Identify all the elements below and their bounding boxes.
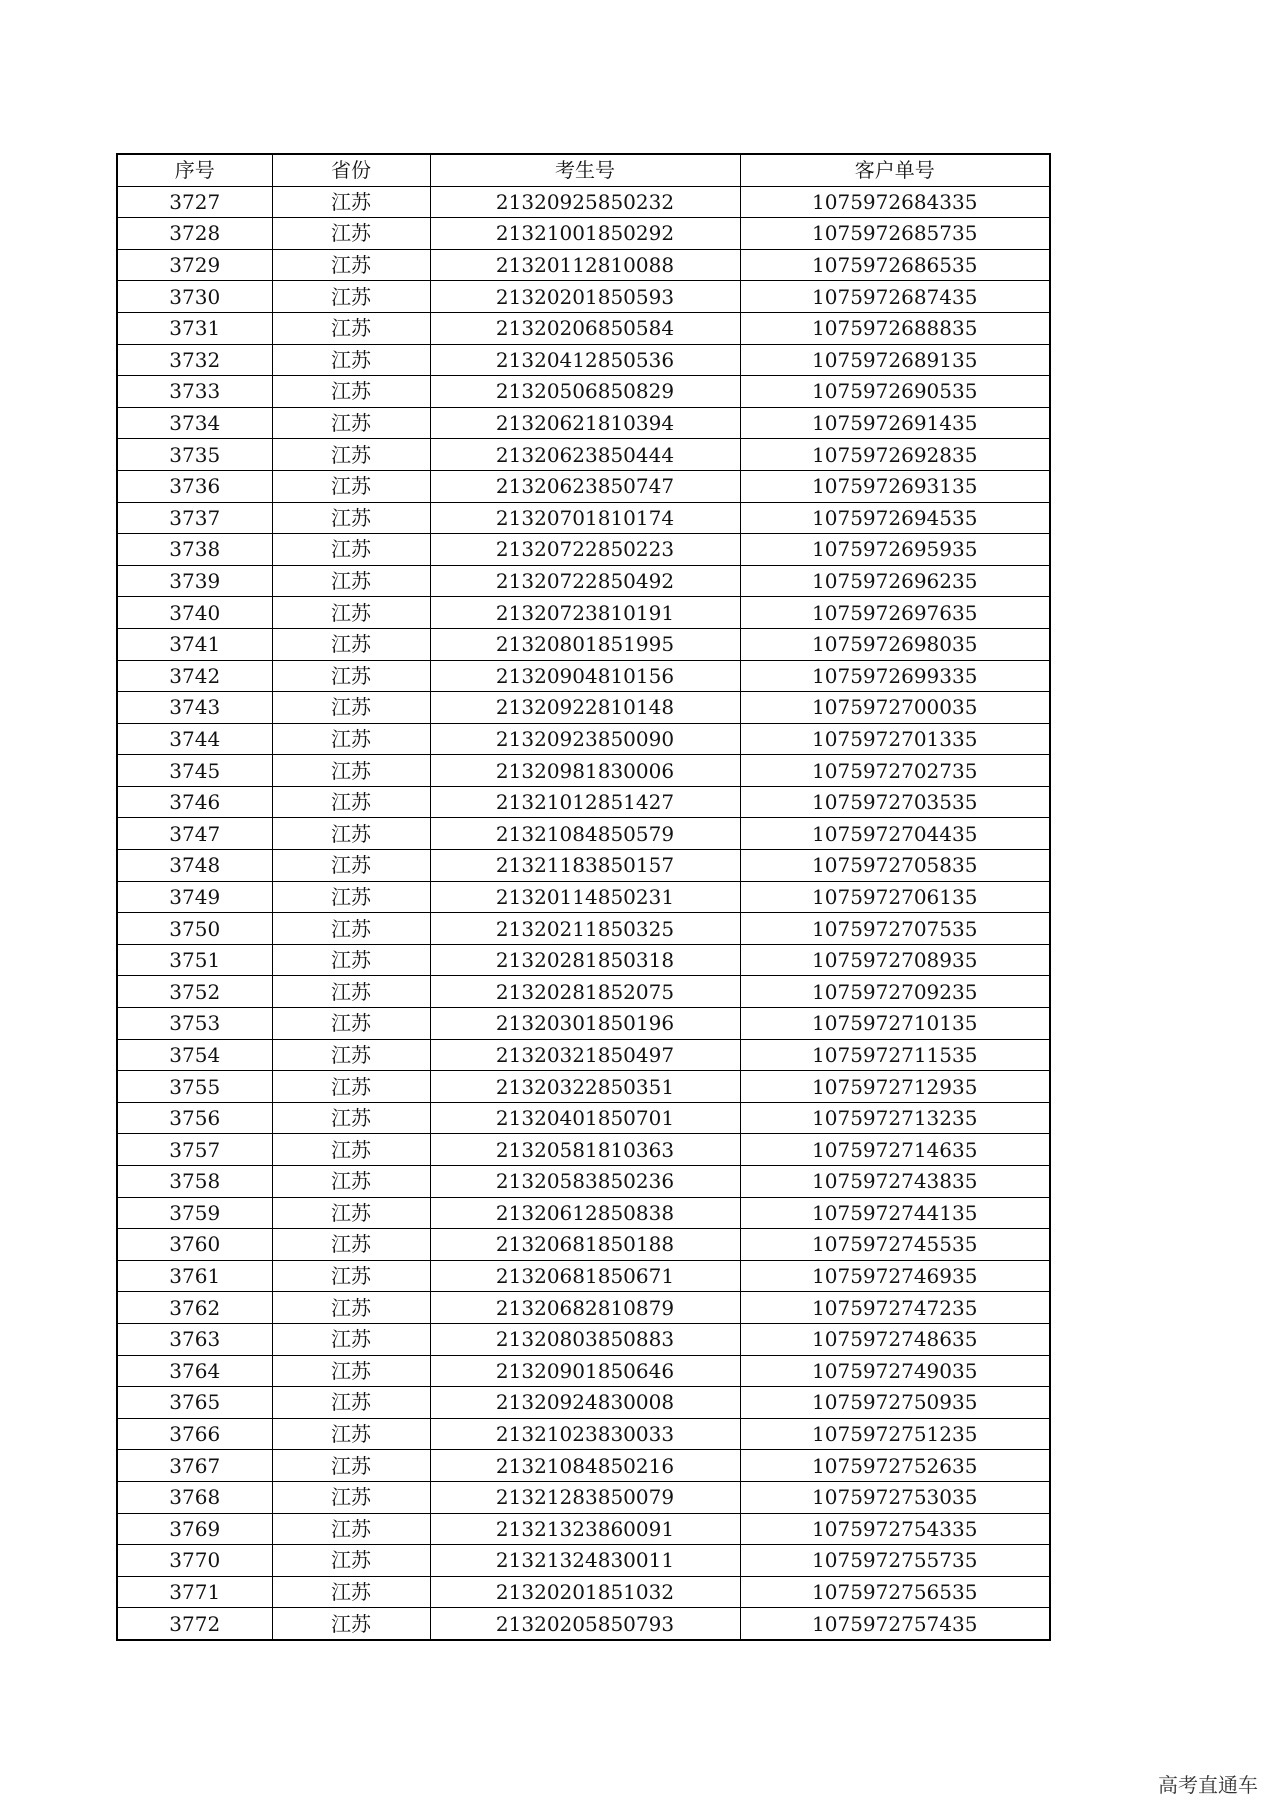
cell-order-number: 1075972709235 [740, 976, 1050, 1008]
cell-exam-number: 21320205850793 [430, 1608, 740, 1640]
cell-order-number: 1075972688835 [740, 312, 1050, 344]
cell-seq: 3772 [117, 1608, 272, 1640]
cell-seq: 3747 [117, 818, 272, 850]
table-row [117, 1102, 1050, 1134]
cell-province: 江苏 [272, 944, 430, 976]
header-province: 省份 [272, 154, 430, 186]
table-row [117, 818, 1050, 850]
cell-order-number: 1075972750935 [740, 1387, 1050, 1419]
table-row [117, 1071, 1050, 1103]
cell-seq: 3768 [117, 1481, 272, 1513]
cell-order-number: 1075972702735 [740, 755, 1050, 787]
cell-order-number: 1075972701335 [740, 723, 1050, 755]
cell-exam-number: 21321283850079 [430, 1481, 740, 1513]
cell-exam-number: 21320321850497 [430, 1039, 740, 1071]
cell-order-number: 1075972756535 [740, 1576, 1050, 1608]
cell-province: 江苏 [272, 1229, 430, 1261]
table-row [117, 1608, 1050, 1640]
table-row [117, 628, 1050, 660]
cell-province: 江苏 [272, 628, 430, 660]
cell-seq: 3769 [117, 1513, 272, 1545]
cell-province: 江苏 [272, 1102, 430, 1134]
cell-province: 江苏 [272, 1608, 430, 1640]
cell-province: 江苏 [272, 818, 430, 850]
table-row [117, 1481, 1050, 1513]
cell-order-number: 1075972705835 [740, 850, 1050, 882]
cell-exam-number: 21321023830033 [430, 1418, 740, 1450]
cell-order-number: 1075972703535 [740, 786, 1050, 818]
table-row [117, 1450, 1050, 1482]
cell-order-number: 1075972690535 [740, 376, 1050, 408]
cell-seq: 3742 [117, 660, 272, 692]
cell-order-number: 1075972754335 [740, 1513, 1050, 1545]
cell-exam-number: 21320623850747 [430, 470, 740, 502]
cell-order-number: 1075972712935 [740, 1071, 1050, 1103]
cell-order-number: 1075972747235 [740, 1292, 1050, 1324]
table-row [117, 439, 1050, 471]
cell-exam-number: 21320612850838 [430, 1197, 740, 1229]
cell-exam-number: 21320506850829 [430, 376, 740, 408]
data-table [116, 153, 1051, 1641]
cell-order-number: 1075972745535 [740, 1229, 1050, 1261]
cell-seq: 3729 [117, 249, 272, 281]
cell-order-number: 1075972699335 [740, 660, 1050, 692]
cell-seq: 3767 [117, 1450, 272, 1482]
table-header [117, 154, 1050, 186]
cell-province: 江苏 [272, 786, 430, 818]
table-row [117, 186, 1050, 218]
cell-exam-number: 21320924830008 [430, 1387, 740, 1419]
cell-order-number: 1075972748635 [740, 1323, 1050, 1355]
cell-province: 江苏 [272, 850, 430, 882]
cell-exam-number: 21320681850671 [430, 1260, 740, 1292]
cell-order-number: 1075972696235 [740, 565, 1050, 597]
table-row [117, 881, 1050, 913]
table-row [117, 1008, 1050, 1040]
header-exam-number: 考生号 [430, 154, 740, 186]
cell-seq: 3732 [117, 344, 272, 376]
table-row [117, 312, 1050, 344]
cell-seq: 3770 [117, 1545, 272, 1577]
cell-seq: 3749 [117, 881, 272, 913]
cell-exam-number: 21320904810156 [430, 660, 740, 692]
cell-province: 江苏 [272, 913, 430, 945]
cell-exam-number: 21320581810363 [430, 1134, 740, 1166]
cell-exam-number: 21320621810394 [430, 407, 740, 439]
cell-province: 江苏 [272, 344, 430, 376]
cell-province: 江苏 [272, 1323, 430, 1355]
cell-province: 江苏 [272, 1039, 430, 1071]
cell-order-number: 1075972706135 [740, 881, 1050, 913]
cell-seq: 3735 [117, 439, 272, 471]
cell-exam-number: 21320981830006 [430, 755, 740, 787]
table-row [117, 1039, 1050, 1071]
cell-exam-number: 21320114850231 [430, 881, 740, 913]
table-row [117, 1355, 1050, 1387]
cell-seq: 3752 [117, 976, 272, 1008]
cell-seq: 3754 [117, 1039, 272, 1071]
table-row [117, 1229, 1050, 1261]
table-row [117, 470, 1050, 502]
cell-seq: 3738 [117, 534, 272, 566]
table-row [117, 1576, 1050, 1608]
cell-order-number: 1075972713235 [740, 1102, 1050, 1134]
cell-seq: 3759 [117, 1197, 272, 1229]
table-row [117, 692, 1050, 724]
cell-province: 江苏 [272, 660, 430, 692]
cell-order-number: 1075972746935 [740, 1260, 1050, 1292]
cell-seq: 3728 [117, 218, 272, 250]
cell-province: 江苏 [272, 1481, 430, 1513]
cell-order-number: 1075972700035 [740, 692, 1050, 724]
cell-seq: 3771 [117, 1576, 272, 1608]
cell-province: 江苏 [272, 723, 430, 755]
cell-province: 江苏 [272, 692, 430, 724]
cell-order-number: 1075972691435 [740, 407, 1050, 439]
cell-exam-number: 21320682810879 [430, 1292, 740, 1324]
cell-seq: 3750 [117, 913, 272, 945]
cell-exam-number: 21321012851427 [430, 786, 740, 818]
cell-exam-number: 21320281850318 [430, 944, 740, 976]
cell-order-number: 1075972704435 [740, 818, 1050, 850]
cell-seq: 3737 [117, 502, 272, 534]
table-row [117, 850, 1050, 882]
cell-province: 江苏 [272, 502, 430, 534]
cell-order-number: 1075972744135 [740, 1197, 1050, 1229]
cell-seq: 3730 [117, 281, 272, 313]
cell-order-number: 1075972689135 [740, 344, 1050, 376]
cell-province: 江苏 [272, 1450, 430, 1482]
table-row [117, 660, 1050, 692]
cell-seq: 3748 [117, 850, 272, 882]
cell-province: 江苏 [272, 1545, 430, 1577]
cell-exam-number: 21320925850232 [430, 186, 740, 218]
cell-province: 江苏 [272, 1513, 430, 1545]
cell-order-number: 1075972695935 [740, 534, 1050, 566]
table-row [117, 976, 1050, 1008]
table-row [117, 597, 1050, 629]
cell-exam-number: 21320922810148 [430, 692, 740, 724]
cell-order-number: 1075972693135 [740, 470, 1050, 502]
table-row [117, 944, 1050, 976]
cell-seq: 3745 [117, 755, 272, 787]
cell-province: 江苏 [272, 470, 430, 502]
cell-seq: 3753 [117, 1008, 272, 1040]
table-row [117, 1260, 1050, 1292]
cell-order-number: 1075972711535 [740, 1039, 1050, 1071]
cell-seq: 3746 [117, 786, 272, 818]
table-row [117, 913, 1050, 945]
cell-order-number: 1075972697635 [740, 597, 1050, 629]
cell-exam-number: 21320722850223 [430, 534, 740, 566]
cell-exam-number: 21321001850292 [430, 218, 740, 250]
cell-province: 江苏 [272, 186, 430, 218]
cell-exam-number: 21320723810191 [430, 597, 740, 629]
cell-province: 江苏 [272, 976, 430, 1008]
table-row [117, 281, 1050, 313]
table-row [117, 376, 1050, 408]
cell-seq: 3736 [117, 470, 272, 502]
cell-province: 江苏 [272, 312, 430, 344]
cell-province: 江苏 [272, 218, 430, 250]
table-row [117, 1134, 1050, 1166]
cell-seq: 3727 [117, 186, 272, 218]
cell-seq: 3755 [117, 1071, 272, 1103]
cell-province: 江苏 [272, 281, 430, 313]
cell-province: 江苏 [272, 597, 430, 629]
table-row [117, 1513, 1050, 1545]
cell-order-number: 1075972687435 [740, 281, 1050, 313]
cell-seq: 3760 [117, 1229, 272, 1261]
cell-seq: 3756 [117, 1102, 272, 1134]
cell-order-number: 1075972749035 [740, 1355, 1050, 1387]
cell-exam-number: 21320281852075 [430, 976, 740, 1008]
cell-seq: 3743 [117, 692, 272, 724]
table-row [117, 1323, 1050, 1355]
table-row [117, 218, 1050, 250]
cell-province: 江苏 [272, 439, 430, 471]
cell-order-number: 1075972743835 [740, 1166, 1050, 1198]
cell-exam-number: 21320923850090 [430, 723, 740, 755]
cell-exam-number: 21321084850216 [430, 1450, 740, 1482]
cell-province: 江苏 [272, 1134, 430, 1166]
cell-exam-number: 21320412850536 [430, 344, 740, 376]
cell-seq: 3757 [117, 1134, 272, 1166]
cell-seq: 3739 [117, 565, 272, 597]
table-row [117, 534, 1050, 566]
table-row [117, 1387, 1050, 1419]
cell-seq: 3762 [117, 1292, 272, 1324]
cell-seq: 3751 [117, 944, 272, 976]
table-row [117, 755, 1050, 787]
cell-exam-number: 21320803850883 [430, 1323, 740, 1355]
cell-order-number: 1075972757435 [740, 1608, 1050, 1640]
cell-seq: 3741 [117, 628, 272, 660]
cell-province: 江苏 [272, 755, 430, 787]
cell-order-number: 1075972708935 [740, 944, 1050, 976]
table-body [117, 186, 1050, 1640]
table-row [117, 1292, 1050, 1324]
cell-seq: 3758 [117, 1166, 272, 1198]
cell-order-number: 1075972755735 [740, 1545, 1050, 1577]
cell-exam-number: 21320901850646 [430, 1355, 740, 1387]
cell-province: 江苏 [272, 1387, 430, 1419]
cell-exam-number: 21320801851995 [430, 628, 740, 660]
cell-province: 江苏 [272, 376, 430, 408]
cell-exam-number: 21320322850351 [430, 1071, 740, 1103]
cell-exam-number: 21321323860091 [430, 1513, 740, 1545]
header-row [117, 154, 1050, 186]
cell-exam-number: 21320701810174 [430, 502, 740, 534]
cell-order-number: 1075972685735 [740, 218, 1050, 250]
cell-province: 江苏 [272, 407, 430, 439]
cell-exam-number: 21320112810088 [430, 249, 740, 281]
cell-exam-number: 21320201851032 [430, 1576, 740, 1608]
cell-order-number: 1075972692835 [740, 439, 1050, 471]
watermark: 高考直通车 [1158, 1773, 1258, 1797]
cell-seq: 3744 [117, 723, 272, 755]
cell-seq: 3763 [117, 1323, 272, 1355]
cell-province: 江苏 [272, 1071, 430, 1103]
cell-province: 江苏 [272, 534, 430, 566]
cell-province: 江苏 [272, 1418, 430, 1450]
cell-exam-number: 21320681850188 [430, 1229, 740, 1261]
header-order-number: 客户单号 [740, 154, 1050, 186]
table-row [117, 1197, 1050, 1229]
cell-exam-number: 21320722850492 [430, 565, 740, 597]
cell-exam-number: 21320201850593 [430, 281, 740, 313]
cell-province: 江苏 [272, 565, 430, 597]
cell-province: 江苏 [272, 1008, 430, 1040]
table-row [117, 786, 1050, 818]
table-row [117, 1545, 1050, 1577]
cell-order-number: 1075972714635 [740, 1134, 1050, 1166]
table-row [117, 344, 1050, 376]
cell-province: 江苏 [272, 1576, 430, 1608]
cell-seq: 3765 [117, 1387, 272, 1419]
cell-order-number: 1075972751235 [740, 1418, 1050, 1450]
cell-province: 江苏 [272, 1166, 430, 1198]
cell-seq: 3761 [117, 1260, 272, 1292]
cell-order-number: 1075972698035 [740, 628, 1050, 660]
cell-province: 江苏 [272, 249, 430, 281]
cell-seq: 3734 [117, 407, 272, 439]
table-row [117, 1418, 1050, 1450]
cell-province: 江苏 [272, 1260, 430, 1292]
cell-order-number: 1075972694535 [740, 502, 1050, 534]
cell-order-number: 1075972710135 [740, 1008, 1050, 1040]
cell-order-number: 1075972707535 [740, 913, 1050, 945]
cell-province: 江苏 [272, 881, 430, 913]
cell-exam-number: 21321084850579 [430, 818, 740, 850]
cell-order-number: 1075972753035 [740, 1481, 1050, 1513]
cell-seq: 3731 [117, 312, 272, 344]
cell-exam-number: 21320211850325 [430, 913, 740, 945]
cell-province: 江苏 [272, 1292, 430, 1324]
table-row [117, 1166, 1050, 1198]
table-row [117, 249, 1050, 281]
cell-exam-number: 21320623850444 [430, 439, 740, 471]
cell-exam-number: 21321324830011 [430, 1545, 740, 1577]
cell-order-number: 1075972752635 [740, 1450, 1050, 1482]
table-row [117, 407, 1050, 439]
cell-seq: 3764 [117, 1355, 272, 1387]
cell-exam-number: 21320401850701 [430, 1102, 740, 1134]
cell-seq: 3740 [117, 597, 272, 629]
cell-order-number: 1075972684335 [740, 186, 1050, 218]
cell-province: 江苏 [272, 1197, 430, 1229]
cell-exam-number: 21321183850157 [430, 850, 740, 882]
cell-seq: 3766 [117, 1418, 272, 1450]
header-seq: 序号 [117, 154, 272, 186]
table-row [117, 565, 1050, 597]
cell-province: 江苏 [272, 1355, 430, 1387]
table-row [117, 723, 1050, 755]
table-row [117, 502, 1050, 534]
cell-exam-number: 21320206850584 [430, 312, 740, 344]
cell-seq: 3733 [117, 376, 272, 408]
cell-exam-number: 21320583850236 [430, 1166, 740, 1198]
cell-order-number: 1075972686535 [740, 249, 1050, 281]
cell-exam-number: 21320301850196 [430, 1008, 740, 1040]
